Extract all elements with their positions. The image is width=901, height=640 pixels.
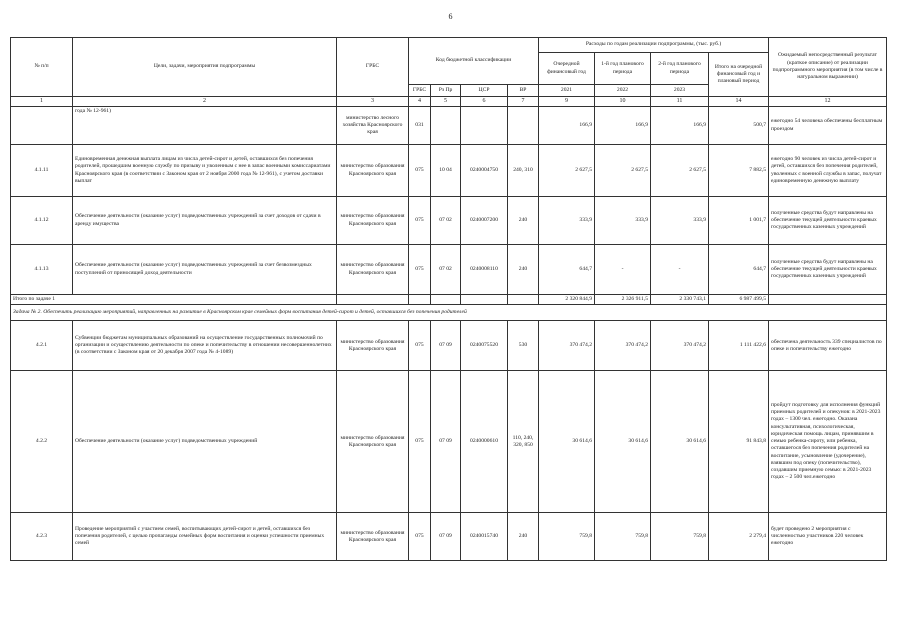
row-2022: 333,9 — [595, 197, 651, 245]
row-grbs: министерство образования Красноярского края — [337, 245, 409, 295]
row-2021: 30 614,6 — [539, 371, 595, 513]
column-number: 14 — [709, 97, 769, 107]
row-rzpr: 07 09 — [431, 321, 461, 371]
row-result: обеспечена деятельность 339 специалистов по опеке и попечительству ежегодно — [769, 321, 887, 371]
table-row — [11, 245, 887, 295]
row-total: 7 882,5 — [709, 145, 769, 197]
row-rzpr — [431, 107, 461, 145]
column-number: 9 — [539, 97, 595, 107]
row-2022: 30 614,6 — [595, 371, 651, 513]
row-vr: 240 — [508, 245, 539, 295]
header-expenses: Расходы по годам реализации подпрограммы, (тыс. руб.) — [539, 38, 769, 53]
row-2021: 2 627,5 — [539, 145, 595, 197]
row-num: 4.1.13 — [11, 245, 73, 295]
column-number: 4 — [409, 97, 431, 107]
subtotal-row — [11, 295, 887, 305]
column-number: 1 — [11, 97, 73, 107]
row-grbs: министерство образования Красноярского края — [337, 197, 409, 245]
subtotal-total: 6 987 499,5 — [709, 295, 769, 305]
row-2022: 166,9 — [595, 107, 651, 145]
row-name: Субвенции бюджетам муниципальных образований на осуществление государственных полномочий по организации и осуществлению деятельности по опеке и попечительству в отношении несовершеннолетних (в соответствии с Законом края от 20 декабря 2007 года № 4-1089) — [73, 321, 337, 371]
row-2021: 166,9 — [539, 107, 595, 145]
row-rzpr: 07 02 — [431, 245, 461, 295]
row-total: 2 279,4 — [709, 513, 769, 561]
header-goal: Цели, задачи, мероприятия подпрограммы — [73, 38, 337, 97]
header-grbs-code: ГРБС — [409, 85, 431, 97]
header-vr: ВР — [508, 85, 539, 97]
subtotal-2021: 2 320 844,9 — [539, 295, 595, 305]
row-grbs: министерство образования Красноярского края — [337, 371, 409, 513]
row-2023: 30 614,6 — [651, 371, 709, 513]
row-vr: 530 — [508, 321, 539, 371]
row-2021: 370 474,2 — [539, 321, 595, 371]
column-number: 10 — [595, 97, 651, 107]
column-numbers-row — [11, 97, 887, 107]
task2-title: Задача № 2. Обеспечить реализацию мероприятий, направленных на развитие в Красноярском крае семейных форм воспитания детей-сирот и детей, оставшихся без попечения родителей — [11, 305, 887, 321]
row-grbs-code: 075 — [409, 321, 431, 371]
row-total: 91 843,8 — [709, 371, 769, 513]
row-total: 1 111 422,6 — [709, 321, 769, 371]
row-result: полученные средства будут направлены на обеспечение текущей деятельности краевых государственных казенных учреждений — [769, 197, 887, 245]
row-2023: - — [651, 245, 709, 295]
row-num: 4.1.12 — [11, 197, 73, 245]
row-2021: 644,7 — [539, 245, 595, 295]
task-heading-row — [11, 305, 887, 321]
row-grbs: министерство образования Красноярского края — [337, 513, 409, 561]
row-vr — [508, 107, 539, 145]
row-rzpr: 07 09 — [431, 513, 461, 561]
header-year-2022: 2022 — [595, 85, 651, 97]
row-num: 4.2.1 — [11, 321, 73, 371]
table-row — [11, 107, 887, 145]
column-number: 12 — [769, 97, 887, 107]
row-vr: 240, 310 — [508, 145, 539, 197]
row-2022: 2 627,5 — [595, 145, 651, 197]
row-grbs-code: 075 — [409, 197, 431, 245]
table-row — [11, 321, 887, 371]
row-csr: 0240075520 — [461, 321, 508, 371]
table-row — [11, 513, 887, 561]
row-csr — [461, 107, 508, 145]
row-csr: 0240007200 — [461, 197, 508, 245]
row-name: Проведение мероприятий с участием семей, воспитывающих детей-сирот и детей, оставшихся без попечения родителей, с целью пропаганды семейных форм воспитания и оценки успешности приемных семей — [73, 513, 337, 561]
row-vr: 110, 240, 320, 850 — [508, 371, 539, 513]
header-result: Ожидаемый непосредственный результат (краткое описание) от реализации подпрограммного мероприятия (в том числе в натуральном выражении) — [769, 38, 887, 97]
row-rzpr: 07 02 — [431, 197, 461, 245]
row-2023: 2 627,5 — [651, 145, 709, 197]
row-result: ежегодно 90 человек из числа детей-сирот и детей, оставшихся без попечения родителей, уволенных с военной службы в запас, получат единовременную денежную выплату — [769, 145, 887, 197]
row-vr: 240 — [508, 513, 539, 561]
row-2023: 166,9 — [651, 107, 709, 145]
row-name: Обеспечение деятельности (оказание услуг) подведомственных учреждений за счет безвозмездных поступлений от приносящей доход деятельности — [73, 245, 337, 295]
row-result: будет проведено 2 мероприятия с численностью участников 220 человек ежегодно — [769, 513, 887, 561]
row-grbs: министерство лесного хозяйства Красноярского края — [337, 107, 409, 145]
row-grbs-code: 075 — [409, 513, 431, 561]
row-2023: 759,8 — [651, 513, 709, 561]
row-name: Обеспечение деятельности (оказание услуг) подведомственных учреждений за счет доходов от сдачи в аренду имущества — [73, 197, 337, 245]
page-number: 6 — [448, 12, 453, 21]
column-number: 2 — [73, 97, 337, 107]
row-2021: 759,8 — [539, 513, 595, 561]
row-total: 1 001,7 — [709, 197, 769, 245]
row-rzpr: 07 09 — [431, 371, 461, 513]
row-csr: 0240008110 — [461, 245, 508, 295]
row-csr: 0240004750 — [461, 145, 508, 197]
row-csr: 0240015740 — [461, 513, 508, 561]
row-csr: 0240000610 — [461, 371, 508, 513]
row-name: Обеспечение деятельности (оказание услуг) подведомственных учреждений — [73, 371, 337, 513]
row-total: 644,7 — [709, 245, 769, 295]
row-grbs-code: 075 — [409, 145, 431, 197]
subtotal-2022: 2 326 911,5 — [595, 295, 651, 305]
row-total: 500,7 — [709, 107, 769, 145]
column-number: 7 — [508, 97, 539, 107]
row-2022: 759,8 — [595, 513, 651, 561]
row-vr: 240 — [508, 197, 539, 245]
column-number: 6 — [461, 97, 508, 107]
row-result: пройдут подготовку для исполнения функций приемных родителей и опекунов: в 2021-2023 годах – 1300 чел. ежегодно. Оказана консультативная, психологическая, юридическая помощь лицам, принявшим в семью ребенка-сироту, или ребенка, оставшегося без попечения родителей на воспитание, усыновление (удочерение), взявшим под опеку (попечительство), создавшим приемную семью: в 2021-2023 годах – 2 500 чел.ежегодно — [769, 371, 887, 513]
row-grbs-code: 075 — [409, 371, 431, 513]
row-grbs-code: 031 — [409, 107, 431, 145]
header-current-year: Очередной финансовый год — [539, 53, 595, 85]
row-num — [11, 107, 73, 145]
subprogram-table — [10, 37, 887, 561]
row-2023: 370 474,2 — [651, 321, 709, 371]
header-plan2: 2-й год планового периода — [651, 53, 709, 85]
table-row — [11, 197, 887, 245]
table-row — [11, 145, 887, 197]
header-rzpr: Рз Пр — [431, 85, 461, 97]
row-num: 4.2.3 — [11, 513, 73, 561]
header-total-period: Итого на очередной финансовый год и плановый период — [709, 53, 769, 97]
subtotal-2023: 2 330 743,1 — [651, 295, 709, 305]
row-2021: 333,9 — [539, 197, 595, 245]
row-result: полученные средства будут направлены на обеспечение текущей деятельности краевых государственных казенных учреждений — [769, 245, 887, 295]
header-year-2023: 2023 — [651, 85, 709, 97]
row-2023: 333,9 — [651, 197, 709, 245]
header-budget-code: Код бюджетной классификации — [409, 38, 539, 85]
column-number: 11 — [651, 97, 709, 107]
row-grbs-code: 075 — [409, 245, 431, 295]
subtotal-label: Итого по задаче 1 — [11, 295, 337, 305]
header-year-2021: 2021 — [539, 85, 595, 97]
header-csr: ЦСР — [461, 85, 508, 97]
row-2022: - — [595, 245, 651, 295]
row-grbs: министерство образования Красноярского края — [337, 145, 409, 197]
header-plan1: 1-й год планового периода — [595, 53, 651, 85]
row-name: года № 12-961) — [73, 107, 337, 145]
header-grbs: ГРБС — [337, 38, 409, 97]
row-rzpr: 10 04 — [431, 145, 461, 197]
header-num: № п/п — [11, 38, 73, 97]
column-number: 3 — [337, 97, 409, 107]
row-name: Единовременная денежная выплата лицам из числа детей-сирот и детей, оставшихся без попечения родителей, прошедшим военную службу по призыву и уволенным с нее в запас военными комиссариатами Красноярского края (в соответствии с Законом края от 2 ноября 2000 года № 12-961), с учетом доставки выплат — [73, 145, 337, 197]
column-number: 5 — [431, 97, 461, 107]
row-2022: 370 474,2 — [595, 321, 651, 371]
row-num: 4.1.11 — [11, 145, 73, 197]
row-num: 4.2.2 — [11, 371, 73, 513]
row-result: ежегодно 54 человека обеспечены бесплатным проездом — [769, 107, 887, 145]
row-grbs: министерство образования Красноярского края — [337, 321, 409, 371]
table-row — [11, 371, 887, 513]
